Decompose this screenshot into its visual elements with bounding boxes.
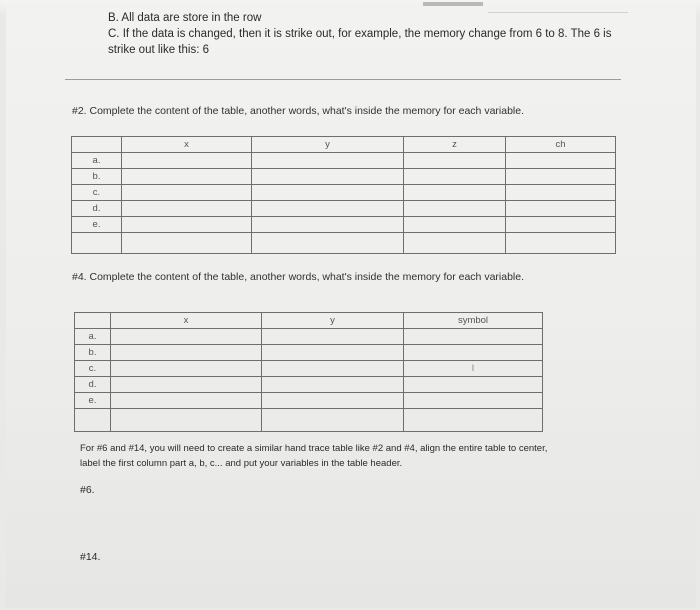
header-cell-symbol: symbol (404, 313, 543, 329)
table-row (75, 329, 543, 345)
header-cell (72, 137, 122, 153)
instructions-line-1: For #6 and #14, you will need to create a similar hand trace table like #2 and #4, align the entire table to center, (80, 443, 548, 454)
table-cell (506, 153, 616, 169)
table-cell (111, 329, 262, 345)
table-cell (404, 409, 543, 432)
table-cell (111, 393, 262, 409)
row-label: d. (75, 377, 111, 393)
table-cell (252, 169, 404, 185)
table-cell (404, 153, 506, 169)
table-cell (252, 153, 404, 169)
header-cell-z: z (404, 137, 506, 153)
table-cell (404, 345, 543, 361)
instructions-line-2: label the first column part a, b, c... and put your variables in the table header. (80, 458, 403, 469)
row-label: d. (72, 201, 122, 217)
table-cell (111, 345, 262, 361)
table-cell (506, 233, 616, 254)
q2-prompt: #2. Complete the content of the table, another words, what's inside the memory for each variable. (72, 105, 525, 117)
table-row (72, 153, 616, 169)
header-cell-x: x (122, 137, 252, 153)
table-row (75, 377, 543, 393)
q4-table (74, 312, 543, 432)
table-cell (404, 393, 543, 409)
row-label: e. (75, 393, 111, 409)
intro-line-c2: strike out like this: 6 (108, 44, 209, 56)
row-label: b. (72, 169, 122, 185)
table-cell (262, 345, 404, 361)
table-cell (111, 361, 262, 377)
row-label: c. (72, 185, 122, 201)
table-cell (122, 169, 252, 185)
intro-line-c1: C. If the data is changed, then it is strike out, for example, the memory change from 6 to 8. The 6 is (108, 28, 612, 40)
table-row (75, 345, 543, 361)
table-cell (252, 201, 404, 217)
row-label (75, 409, 111, 432)
table-cell (404, 377, 543, 393)
row-label: c. (75, 361, 111, 377)
table-cell (111, 409, 262, 432)
table-row (72, 233, 616, 254)
section-divider (65, 79, 621, 80)
top-edge-line (488, 12, 628, 13)
table-cell (122, 201, 252, 217)
row-label (72, 233, 122, 254)
table-cell (252, 185, 404, 201)
row-label: a. (72, 153, 122, 169)
table-cell (404, 201, 506, 217)
table-cell (506, 217, 616, 233)
header-cell-ch: ch (506, 137, 616, 153)
intro-line-b: B. All data are store in the row (108, 12, 262, 24)
text-cursor-glyph: I (471, 363, 475, 374)
table-cell (404, 329, 543, 345)
table-cell (252, 233, 404, 254)
table-cell (506, 185, 616, 201)
table-row (75, 393, 543, 409)
header-cell-y: y (262, 313, 404, 329)
table-row (72, 217, 616, 233)
header-cell (75, 313, 111, 329)
table-cell (262, 329, 404, 345)
q6-label: #6. (80, 484, 95, 496)
row-label: e. (72, 217, 122, 233)
table-cell (262, 409, 404, 432)
top-edge-mark (423, 2, 483, 6)
table-header-row (72, 137, 616, 153)
table-cell (506, 169, 616, 185)
table-cell (404, 233, 506, 254)
q14-label: #14. (80, 551, 101, 563)
table-cell (404, 361, 543, 377)
q4-prompt: #4. Complete the content of the table, another words, what's inside the memory for each variable. (72, 271, 525, 283)
row-label: b. (75, 345, 111, 361)
q2-table (71, 136, 616, 254)
header-cell-y: y (252, 137, 404, 153)
table-cell (111, 377, 262, 393)
table-cell (122, 233, 252, 254)
table-cell (122, 153, 252, 169)
header-cell-x: x (111, 313, 262, 329)
table-header-row (75, 313, 543, 329)
table-cell (262, 361, 404, 377)
table-cell (404, 217, 506, 233)
table-cell (252, 217, 404, 233)
table-row (72, 169, 616, 185)
table-cell (506, 201, 616, 217)
table-row (75, 361, 543, 377)
row-label: a. (75, 329, 111, 345)
table-cell (404, 185, 506, 201)
table-cell (122, 185, 252, 201)
table-cell (262, 393, 404, 409)
table-cell (262, 377, 404, 393)
table-cell (122, 217, 252, 233)
table-cell (404, 169, 506, 185)
table-row (75, 409, 543, 432)
worksheet-page (6, 4, 696, 608)
table-row (72, 185, 616, 201)
table-row (72, 201, 616, 217)
